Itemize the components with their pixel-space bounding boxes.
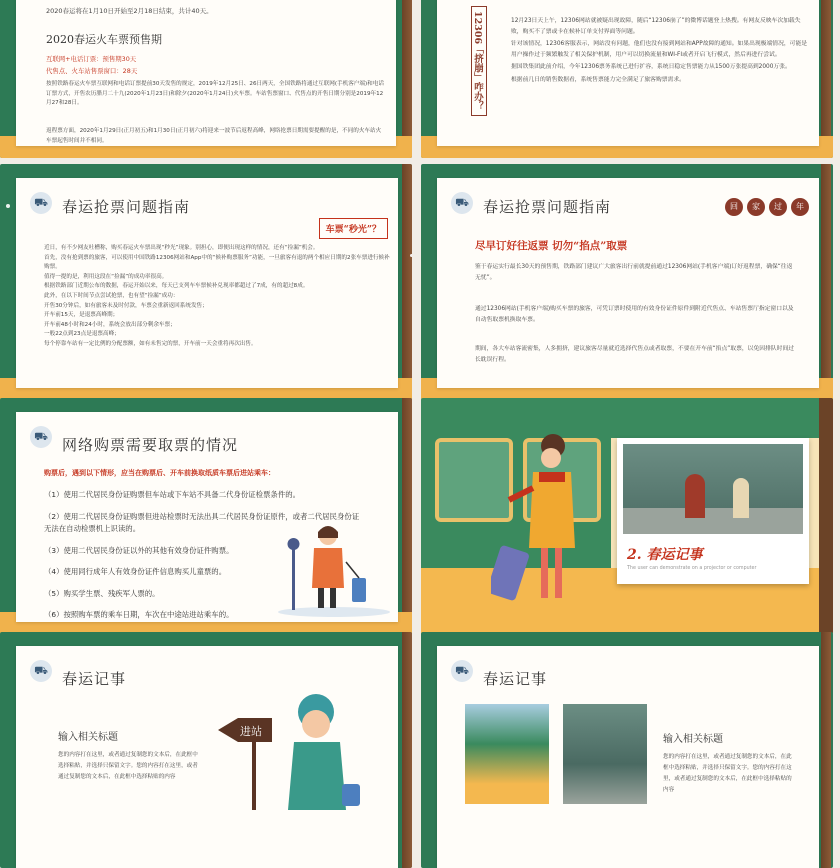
line: 开车前15天，是退票高峰期； bbox=[44, 312, 119, 319]
train-logo-icon: ⛟ bbox=[30, 192, 52, 214]
tree-trunk bbox=[819, 398, 833, 634]
slide-card bbox=[16, 646, 398, 868]
list-item: （5）购买学生票、残疾军人票的。 bbox=[44, 588, 160, 598]
slide-6[interactable] bbox=[421, 398, 833, 634]
list-item: （1）使用二代居民身份证购票但车站或下车站不具备二代身份证检票条件的。 bbox=[44, 490, 300, 499]
line: 值得一提的是，利用这段在“捡漏”的成功率很高。 bbox=[44, 273, 168, 280]
line: 首先，没有抢到票的旅客，可以使用中国铁路12306网站和App中的“候补购票服务”功能，一旦旅客有退的两个相应日期的2张车票进行候补购票。 bbox=[44, 254, 390, 271]
line: 近日，有不少网友吐槽称，购买春运火车票出现“秒光”现象。别担心，即便出现这样的情况，还有“捡漏”机会。 bbox=[44, 245, 319, 251]
slide-card bbox=[437, 178, 819, 388]
slide-card bbox=[16, 178, 398, 388]
slide-card bbox=[437, 0, 819, 146]
text-block bbox=[44, 244, 390, 350]
line: 一般22点到23点是退票高峰； bbox=[44, 331, 120, 338]
tree-trunk bbox=[402, 632, 412, 868]
para-2: 返程票方面，2020年1月29日(正月初五)和1月30日(正月初六)将迎来一波节后返程高峰，网络抢票日期需要提醒的是，不同的火车站火车票起售时间并不相同。 bbox=[46, 128, 382, 144]
badge-sold-out: 车票“秒光”？ bbox=[319, 218, 388, 239]
tree-trunk bbox=[821, 632, 831, 868]
train-logo-icon: ⛟ bbox=[451, 660, 473, 682]
line-3: 据国铁集团此前介绍，今年12306票务系统已进行扩容，系统日稳定售票能力从1500万张提高到2000万张。 bbox=[511, 64, 791, 70]
slide-title: 春运抢票问题指南 bbox=[483, 198, 612, 216]
para-1: 鉴于春运实行最长30天的预售期，铁路部门建议广大旅客出行前就提前通过12306网站(手机客户端)订好返程票，确保“往返无忧”。 bbox=[475, 264, 793, 281]
top-text: 2020春运将在1月10日开始至2月18日结束，共计40天。 bbox=[46, 7, 213, 15]
train-logo-icon: ⛟ bbox=[30, 426, 52, 448]
photo-left bbox=[465, 704, 549, 804]
slide6-heading: 2. 春运记事 bbox=[627, 547, 703, 563]
slide-2[interactable] bbox=[421, 0, 833, 158]
slide-title: 春运抢票问题指南 bbox=[62, 198, 191, 216]
slide-title: 春运记事 bbox=[483, 670, 548, 688]
traveler-illustration bbox=[274, 508, 394, 618]
line: 此外，在以下时间节点尝试抢票，也有望“捡漏”成功： bbox=[44, 292, 179, 299]
list-item: （2）使用二代居民身份证购票但进站检票时无法出具二代居民身份证原件，或者二代居民身份证无法在自动检票机上识读的。 bbox=[44, 511, 360, 533]
tree-trunk bbox=[821, 164, 831, 400]
slide-card bbox=[16, 0, 396, 146]
train-logo-icon: ⛟ bbox=[451, 192, 473, 214]
red-line-1: 互联网+电话订票：预售期30天 bbox=[46, 55, 137, 63]
line: 开售30分钟后，如有旅客未及时付款，车票会重新返回系统发售； bbox=[44, 302, 208, 309]
line: 根据铁路部门近期公布的数据，春运开始以来，每天已支列车车票候补兑现率都超过了7成，有的超过8成。 bbox=[44, 283, 309, 290]
photo bbox=[623, 444, 803, 534]
slide-5[interactable] bbox=[0, 398, 412, 634]
slide-heading: 2020春运火车票预售期 bbox=[46, 33, 162, 46]
line: 开车前48小时和24小时，系统会放出部分剩余车票； bbox=[44, 321, 176, 328]
tree-trunk bbox=[402, 164, 412, 400]
input-heading: 输入相关标题 bbox=[58, 732, 118, 743]
list-item: （4）使用同行成年人有效身份证件信息购买儿童票的。 bbox=[44, 567, 227, 576]
list-item: （3）使用二代居民身份证以外的其他有效身份证件购票。 bbox=[44, 545, 234, 555]
slide-title: 春运记事 bbox=[62, 670, 127, 688]
red-line-2: 代售点、火车站售票窗口：28天 bbox=[46, 67, 138, 75]
slide-card bbox=[437, 646, 819, 868]
sign-text: 进站 bbox=[240, 725, 262, 738]
boy-with-sign bbox=[212, 690, 382, 810]
circle-tag: 家 bbox=[747, 198, 765, 216]
photo-card bbox=[617, 438, 809, 584]
line-1: 12月23日天上午，12306网站就被疑出现故障，随后“12306崩了”的微博话题登上热搜。有网友反映车次加载失败，购买不了票或卡在候补订单支付界面等问题。 bbox=[511, 18, 801, 35]
subtitle: 尽早订好往返票 切勿“掐点”取票 bbox=[475, 240, 628, 252]
slide-card bbox=[16, 412, 398, 622]
line: 每个停靠车站有一定比例的分配票额，如有未售完的票，开车前一天会重将再次出售。 bbox=[44, 340, 257, 347]
body-text: 您的内容打在这里，或者通过复制您的文本后，在此框中选择粘贴，并选择只保留文字。您的内容打在这里，或者通过复制您的文本后，在此框中选择粘贴的内容 bbox=[663, 754, 792, 793]
tree-trunk bbox=[402, 398, 412, 634]
train-roof bbox=[421, 398, 833, 438]
circle-tag: 回 bbox=[725, 198, 743, 216]
vertical-title: 12306「挤崩」咋办？ bbox=[471, 6, 487, 116]
text-block bbox=[511, 16, 811, 85]
line-2: 针对该情况，12306客服表示，网站没有问题，他们也没有接到网站和APP故障的通知。如果出现极端情况，可能是用户操作过于频繁触发了相关保护机制，用户可以切换流量和WI-FI或者开启飞行模式，然后再进行尝试。 bbox=[511, 41, 808, 58]
red-intro: 购票后，遇到以下情形，应当在购票后、开车前换取纸质车票后进站乘车： bbox=[44, 469, 275, 477]
circle-tag: 过 bbox=[769, 198, 787, 216]
circle-tags bbox=[721, 194, 809, 216]
body-text: 您的内容打在这里，或者通过复制您的文本后，在此框中选择粘贴，并选择只保留文字。您的内容打在这里，或者通过复制您的文本后，在此框中选择粘贴的内容 bbox=[58, 752, 198, 780]
slide-title: 网络购票需要取票的情况 bbox=[62, 436, 239, 454]
slide-7[interactable] bbox=[0, 632, 412, 868]
tree-trunk bbox=[402, 0, 412, 158]
para-3: 期间，各大车站客流密集，人多拥挤，建议旅客尽量就近选择代售点或者取票，不要在开车前“掐点”取票，以免因排队时间过长耽误行程。 bbox=[475, 346, 795, 363]
para-1: 按照铁路春运火车票互联网和电话订票提前30天发售的规定，2019年12月25日、26日两天，全国铁路将通过互联网(手机客户端)和电话订票方式，开售农历腊月二十九(2020年1月23日)和除夕(2020年1月24日)火车票。车站售票窗口、代售点的开售日期分别是2019年12月27和28日。 bbox=[46, 81, 384, 106]
slide-1[interactable] bbox=[0, 0, 412, 158]
slide-4[interactable] bbox=[421, 164, 833, 400]
para-2: 通过12306网站(手机客户端)购买车票的旅客，可凭订票时使用的有效身份证件原件到附近代售点、车站售票厅指定窗口以及自动售取票机换取车票。 bbox=[475, 306, 794, 323]
input-heading: 输入相关标题 bbox=[663, 734, 723, 745]
line-4: 根据前几日的销售数据看，系统售票能力完全满足了旅客购票需求。 bbox=[511, 76, 685, 83]
slide-3[interactable] bbox=[0, 164, 412, 400]
tree-trunk bbox=[821, 0, 831, 158]
photo-right bbox=[563, 704, 647, 804]
slide-8[interactable] bbox=[421, 632, 833, 868]
slide6-sub: The user can demonstrate on a projector or computer bbox=[627, 566, 757, 571]
girl-with-suitcase bbox=[491, 428, 601, 618]
list-item: （6）按照购车票的乘车日期，车次在中途站进站乘车的。 bbox=[44, 610, 234, 619]
circle-tag: 年 bbox=[791, 198, 809, 216]
train-logo-icon: ⛟ bbox=[30, 660, 52, 682]
